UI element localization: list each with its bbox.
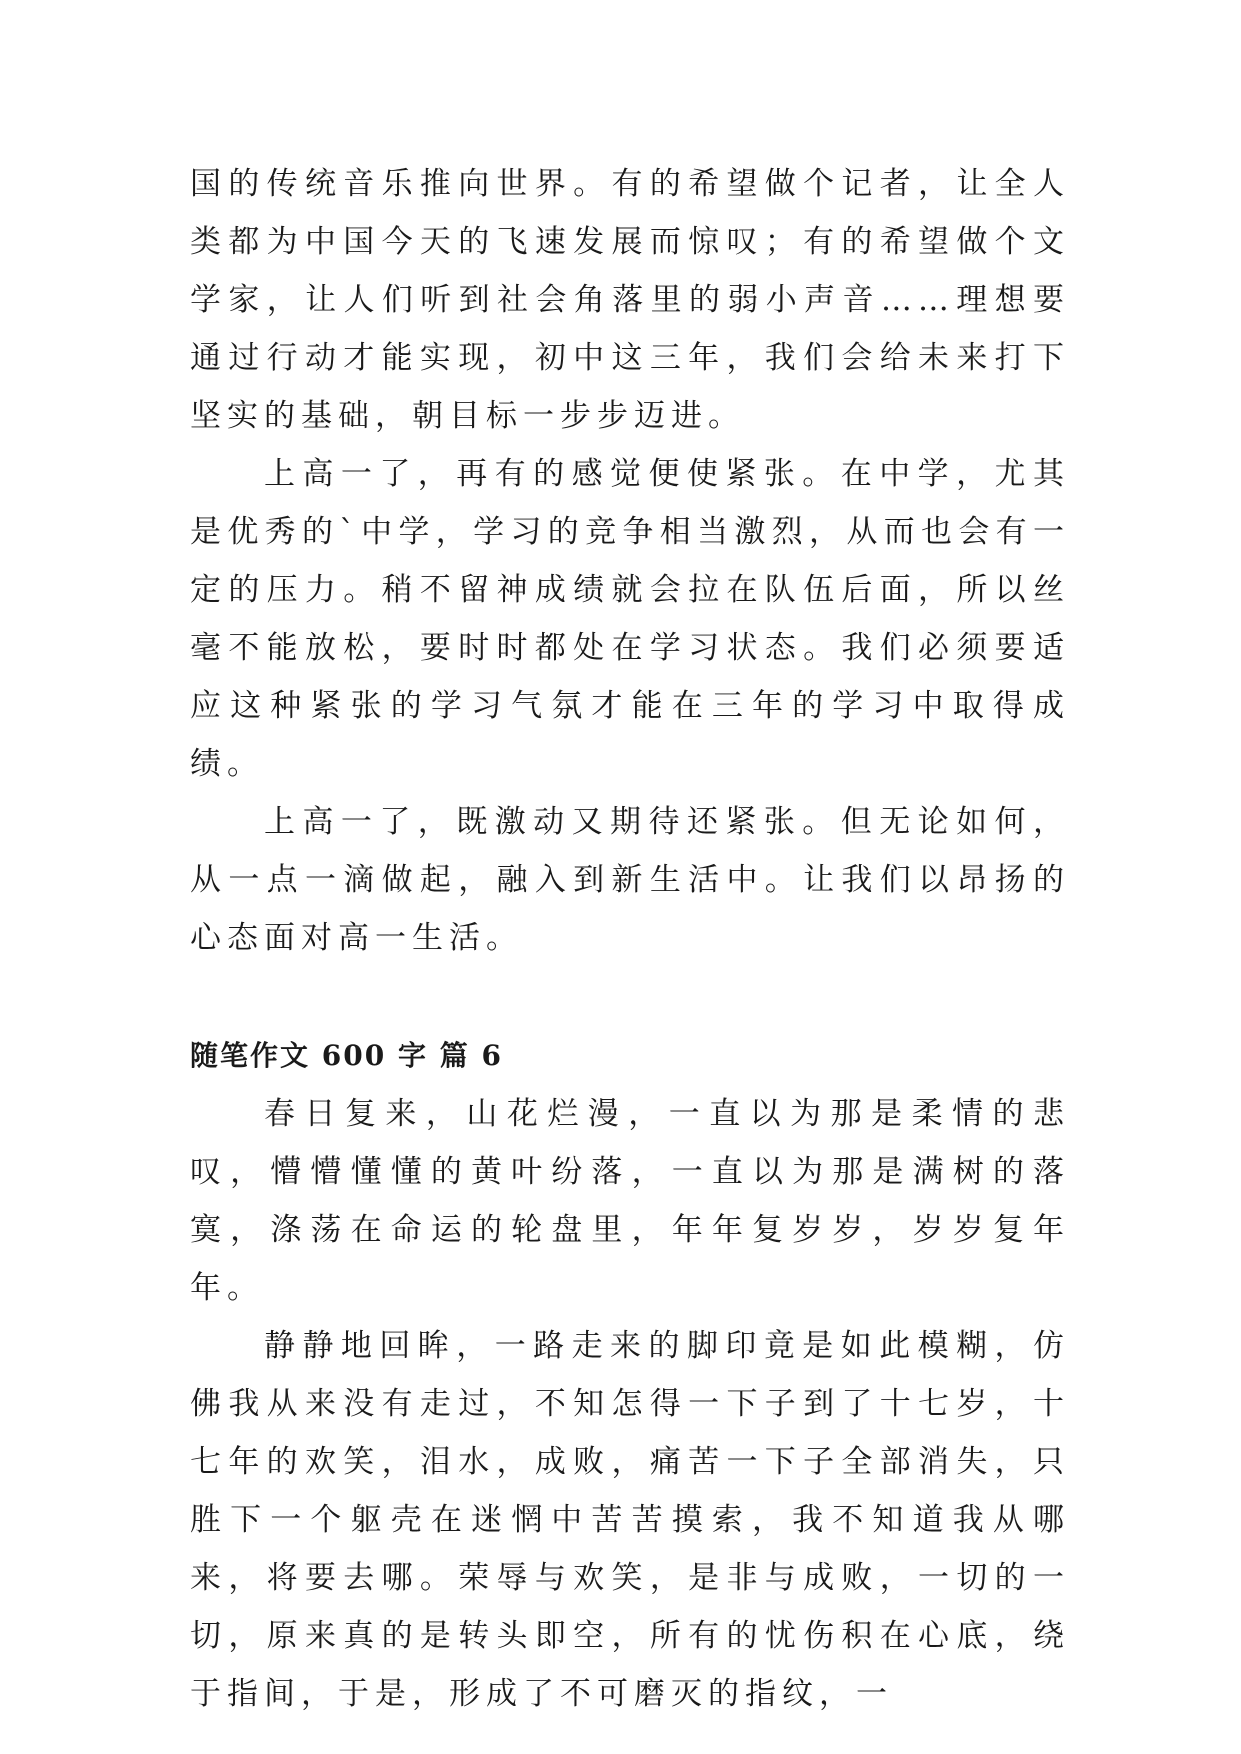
paragraph-continued: 国的传统音乐推向世界。有的希望做个记者，让全人类都为中国今天的飞速发展而惊叹；有的希望做个文学家，让人们听到社会角落里的弱小声音……理想要通过行动才能实现，初中这三年，我们会给未来打下坚实的基础，朝目标一步步迈进。 — [190, 166, 1070, 434]
document-body — [190, 155, 1070, 1723]
paragraph-high-school-tension: 上高一了，再有的感觉便使紧张。在中学，尤其是优秀的`中学，学习的竞争相当激烈，从而也会有一定的压力。稍不留神成绩就会拉在队伍后面，所以丝毫不能放松，要时时都处在学习状态。我们必须要适应这种紧张的学习气氛才能在三年的学习中取得成绩。 — [190, 456, 1070, 782]
paragraph-high-school-summary: 上高一了，既激动又期待还紧张。但无论如何，从一点一滴做起，融入到新生活中。让我们以昂扬的心态面对高一生活。 — [190, 804, 1070, 956]
paragraph-spring: 春日复来，山花烂漫，一直以为那是柔情的悲叹，懵懵懂懂的黄叶纷落，一直以为那是满树的落寞，涤荡在命运的轮盘里，年年复岁岁，岁岁复年年。 — [190, 1096, 1070, 1306]
paragraph-looking-back: 静静地回眸，一路走来的脚印竟是如此模糊，仿佛我从来没有走过，不知怎得一下子到了十七岁，十七年的欢笑，泪水，成败，痛苦一下子全部消失，只胜下一个躯壳在迷惘中苦苦摸索，我不知道我从哪来，将要去哪。荣辱与欢笑，是非与成败，一切的一切，原来真的是转头即空，所有的忧伤积在心底，绕于指间，于是，形成了不可磨灭的指纹，一 — [190, 1328, 1070, 1712]
section-title: 随笔作文 600 字 篇 6 — [190, 1039, 503, 1072]
